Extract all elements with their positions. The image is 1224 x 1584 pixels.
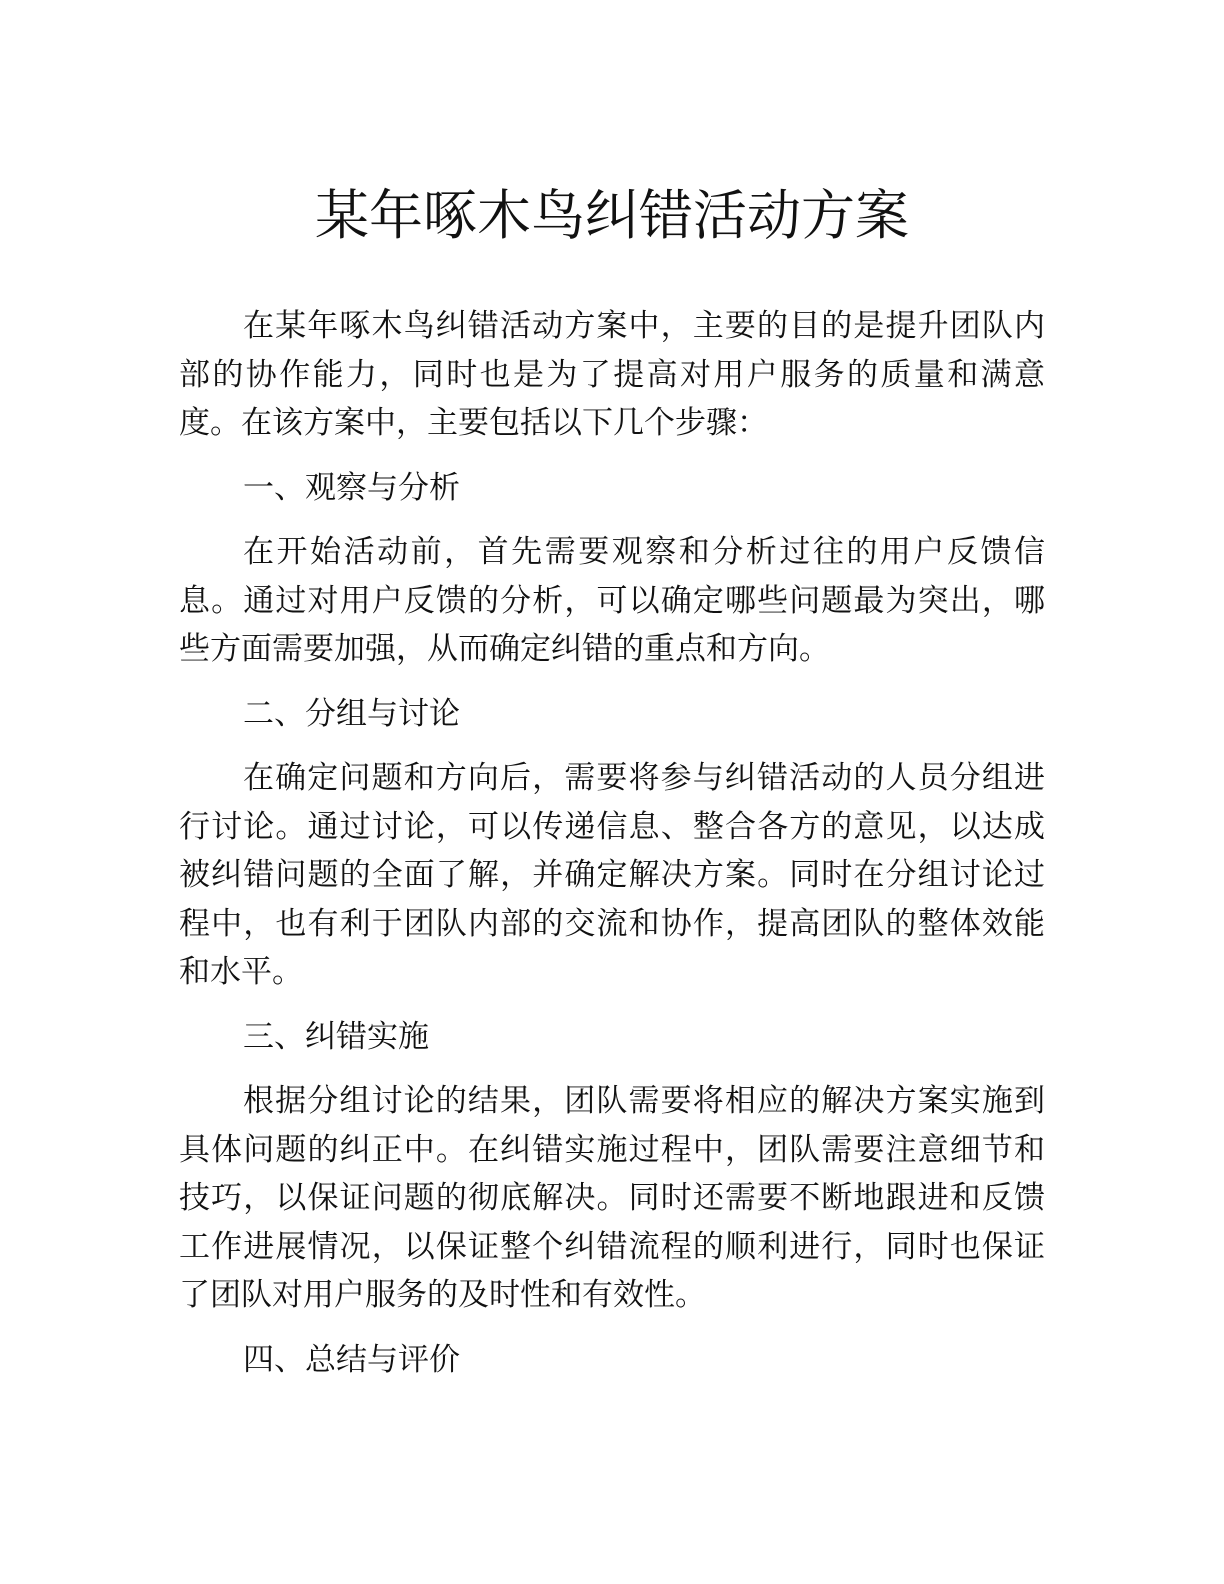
section-heading-2: 二、分组与讨论 <box>243 695 460 732</box>
spacer <box>179 674 1045 690</box>
spacer <box>179 1061 1045 1077</box>
document-body <box>179 302 1045 1384</box>
section-heading-3: 三、纠错实施 <box>243 1018 429 1055</box>
spacer <box>179 997 1045 1013</box>
spacer <box>179 738 1045 754</box>
section-paragraph-1: 在开始活动前，首先需要观察和分析过往的用户反馈信息。通过对用户反馈的分析，可以确定哪些问题最为突出，哪些方面需要加强，从而确定纠错的重点和方向。 <box>179 534 1045 667</box>
intro-paragraph: 在某年啄木鸟纠错活动方案中，主要的目的是提升团队内部的协作能力，同时也是为了提高对用户服务的质量和满意度。在该方案中，主要包括以下几个步骤： <box>179 308 1045 441</box>
section-heading-1: 一、观察与分析 <box>243 469 460 506</box>
spacer <box>179 512 1045 528</box>
section-paragraph-3: 根据分组讨论的结果，团队需要将相应的解决方案实施到具体问题的纠正中。在纠错实施过程中，团队需要注意细节和技巧，以保证问题的彻底解决。同时还需要不断地跟进和反馈工作进展情况，以保证整个纠错流程的顺利进行，同时也保证了团队对用户服务的及时性和有效性。 <box>179 1083 1045 1313</box>
spacer <box>179 1320 1045 1336</box>
section-paragraph-2: 在确定问题和方向后，需要将参与纠错活动的人员分组进行讨论。通过讨论，可以传递信息、整合各方的意见，以达成被纠错问题的全面了解，并确定解决方案。同时在分组讨论过程中，也有利于团队内部的交流和协作，提高团队的整体效能和水平。 <box>179 760 1045 990</box>
document-title: 某年啄木鸟纠错活动方案 <box>315 184 909 247</box>
spacer <box>179 448 1045 464</box>
section-heading-4: 四、总结与评价 <box>243 1341 460 1378</box>
